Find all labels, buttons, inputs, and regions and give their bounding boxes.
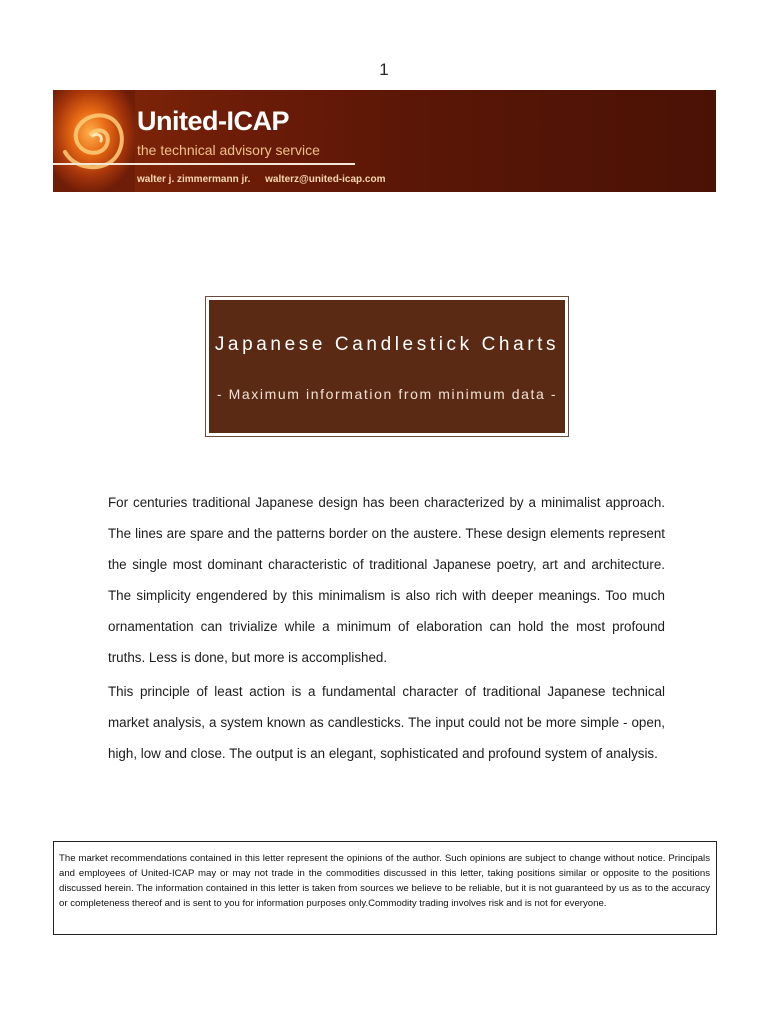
banner-divider: [53, 163, 355, 165]
brand-tagline: the technical advisory service: [137, 142, 320, 158]
title-box-inner: [209, 300, 565, 433]
disclaimer-box: The market recommendations contained in this letter represent the opinions of the author. Such opinions are subject to change without notice. Principals and employees of United-ICAP may or may not trade in the commodities discussed in this letter, taking positions similar or opposite to the positions discussed herein. The information contained in this letter is taken from sources we believe to be reliable, but it is not guaranteed by us as to the accuracy or completeness thereof and is sent to you for information purposes only.Commodity trading involves risk and is not for everyone.: [53, 841, 717, 935]
contact-line: [137, 174, 397, 185]
title-box: [205, 296, 569, 437]
swirl-logo-icon: [53, 90, 135, 192]
header-banner: [53, 90, 716, 192]
brand-name: United-ICAP: [137, 106, 289, 136]
author-email[interactable]: walterz@united-icap.com: [265, 174, 386, 185]
document-title: Japanese Candlestick Charts: [214, 334, 560, 355]
body-paragraph: For centuries traditional Japanese design has been characterized by a minimalist approach. The lines are spare and the patterns border on the austere. These design elements represent the single most dominant characteristic of traditional Japanese poetry, art and architecture. The simplicity engendered by this minimalism is also rich with deeper meanings. Too much ornamentation can trivialize while a minimum of elaboration can hold the most profound truths. Less is done, but more is accomplished.: [108, 495, 665, 665]
page-number: 1: [379, 60, 389, 79]
author-name: walter j. zimmermann jr.: [137, 174, 251, 185]
body-paragraph: This principle of least action is a fundamental character of traditional Japanese technical market analysis, a system known as candlesticks. The input could not be more simple - open, high, low and close. The output is an elegant, sophisticated and profound system of analysis.: [108, 684, 665, 761]
document-subtitle: - Maximum information from minimum data -: [216, 386, 558, 402]
